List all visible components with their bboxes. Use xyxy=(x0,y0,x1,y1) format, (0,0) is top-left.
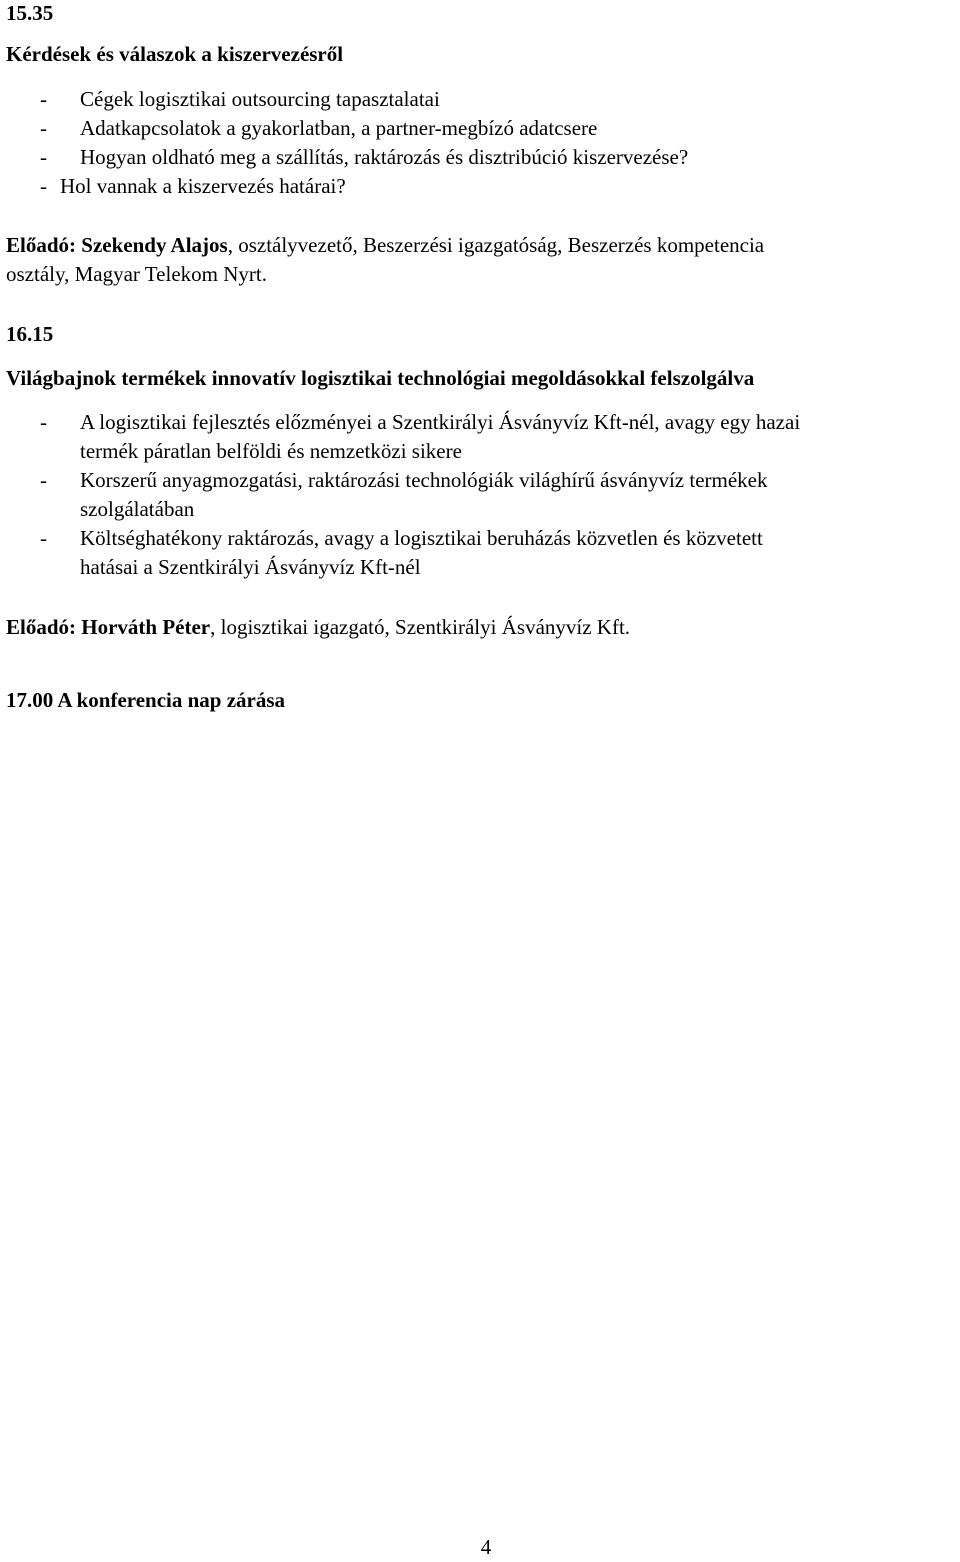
list-item-text: Hogyan oldható meg a szállítás, raktározás és disztribúció kiszervezése? xyxy=(80,145,689,169)
list-dash: - xyxy=(40,410,47,434)
section-1-speaker-line2: osztály, Magyar Telekom Nyrt. xyxy=(6,262,267,286)
speaker-name: Szekendy Alajos xyxy=(81,233,228,257)
speaker-details: , logisztikai igazgató, Szentkirályi Ásványvíz Kft. xyxy=(210,615,631,639)
list-dash: - xyxy=(40,526,47,550)
page-number: 4 xyxy=(480,1535,492,1559)
section-2-list xyxy=(6,408,956,582)
list-item-text: Adatkapcsolatok a gyakorlatban, a partner-megbízó adatcsere xyxy=(80,116,598,140)
list-item-text-cont: termék páratlan belföldi és nemzetközi sikere xyxy=(80,439,462,463)
speaker-name: Horváth Péter xyxy=(81,615,211,639)
list-item-text: Korszerű anyagmozgatási, raktározási technológiák világhírű ásványvíz termékek xyxy=(80,468,768,492)
list-item-text-cont: hatásai a Szentkirályi Ásványvíz Kft-nél xyxy=(80,555,421,579)
list-item xyxy=(6,172,956,201)
list-dash: - xyxy=(40,116,47,140)
section-2-time: 16.15 xyxy=(6,322,54,346)
closing-line: 17.00 A konferencia nap zárása xyxy=(6,688,286,712)
list-item-text: Költséghatékony raktározás, avagy a logisztikai beruházás közvetlen és közvetett xyxy=(80,526,763,550)
list-item xyxy=(6,143,956,172)
list-item xyxy=(6,408,956,466)
list-item xyxy=(6,524,956,582)
list-dash: - xyxy=(40,468,47,492)
list-item-text: Cégek logisztikai outsourcing tapasztalatai xyxy=(80,87,440,111)
section-2-title: Világbajnok termékek innovatív logisztikai technológiai megoldásokkal felszolgálva xyxy=(6,366,755,390)
speaker-details: , osztályvezető, Beszerzési igazgatóság, Beszerzés kompetencia xyxy=(227,233,765,257)
list-item-text: Hol vannak a kiszervezés határai? xyxy=(60,174,346,198)
section-2-speaker xyxy=(6,613,956,642)
section-1-list xyxy=(6,85,956,201)
speaker-label: Előadó: xyxy=(6,615,77,639)
section-1-time: 15.35 xyxy=(6,1,54,25)
list-dash: - xyxy=(40,87,47,111)
list-item xyxy=(6,466,956,524)
section-1-speaker-line1 xyxy=(6,231,956,260)
list-item xyxy=(6,85,956,114)
speaker-label: Előadó: xyxy=(6,233,77,257)
section-1-title: Kérdések és válaszok a kiszervezésről xyxy=(6,42,344,66)
list-item-text-cont: szolgálatában xyxy=(80,497,195,521)
list-dash: - xyxy=(40,145,47,169)
list-item xyxy=(6,114,956,143)
list-item-text: A logisztikai fejlesztés előzményei a Szentkirályi Ásványvíz Kft-nél, avagy egy hazai xyxy=(80,410,801,434)
list-dash: - xyxy=(40,174,47,198)
